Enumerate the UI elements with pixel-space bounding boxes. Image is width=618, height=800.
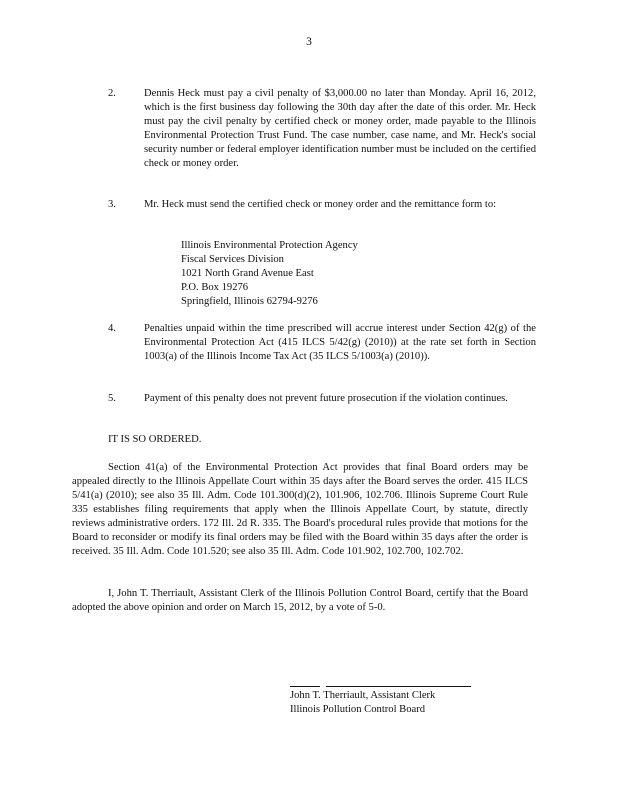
item-number: 4. [108,323,116,334]
remittance-address [181,239,358,309]
item-text: Payment of this penalty does not prevent future prosecution if the violation continues. [144,393,508,404]
certification-paragraph: I, John T. Therriault, Assistant Clerk of the Illinois Pollution Control Board, certify that the Board adopted the above opinion and order on March 15, 2012, by a vote of 5-0. [72,588,528,613]
item-number: 3. [108,199,116,210]
page-number: 3 [306,36,312,48]
address-line: P.O. Box 19276 [181,282,249,293]
order-item-4 [108,322,536,364]
signature-organization: Illinois Pollution Control Board [290,704,426,715]
item-text: Mr. Heck must send the certified check or money order and the remittance form to: [144,199,497,210]
address-line: Fiscal Services Division [181,254,284,265]
order-item-5 [108,392,536,406]
item-number: 5. [108,393,116,404]
appeal-paragraph: Section 41(a) of the Environmental Protection Act provides that final Board orders may be appealed directly to the Illinois Appellate Court within 35 days after the Board serves the order. 415 ILCS 5/41(a) (2010); see also 35 Ill. Adm. Code 101.300(d)(2), 101.906, 102.706. Illinois Supreme Court Rule 335 establishes filing requirements that apply when the Illinois Appellate Court, by statute, directly reviews administrative orders. 172 Ill. 2d R. 335. The Board's procedural rules provide that motions for the Board to reconsider or modify its final orders may be filed with the Board within 35 days after the order is received. 35 Ill. Adm. Code 101.520; see also 35 Ill. Adm. Code 101.902, 102.700, 102.702. [72,462,528,557]
order-item-2 [108,87,536,171]
item-text: Penalties unpaid within the time prescribed will accrue interest under Section 42(g) of the Environmental Protection Act (415 ILCS 5/42(g) (2010)) at the rate set forth in Section 1003(a) of the Illinois Income Tax Act (35 ILCS 5/1003(a) (2010)). [144,323,536,362]
address-line: Springfield, Illinois 62794-9276 [181,296,318,307]
address-line: 1021 North Grand Avenue East [181,268,314,279]
order-item-3 [108,198,536,212]
signature-line [326,686,471,687]
address-line: Illinois Environmental Protection Agency [181,240,358,251]
signature-line-short [290,686,320,687]
item-number: 2. [108,88,116,99]
signature-block [290,689,435,717]
item-text: Dennis Heck must pay a civil penalty of $3,000.00 no later than Monday. April 16, 2012, which is the first business day following the 30th day after the date of this order. Mr. Heck must pay the civil penalty by certified check or money order, made payable to the Illinois Environmental Protection Trust Fund. The case number, case name, and Mr. Heck's social security number or federal employer identification number must be included on the certified check or money order. [144,88,536,169]
signature-name: John T. Therriault, Assistant Clerk [290,690,436,701]
so-ordered: IT IS SO ORDERED. [108,434,202,445]
